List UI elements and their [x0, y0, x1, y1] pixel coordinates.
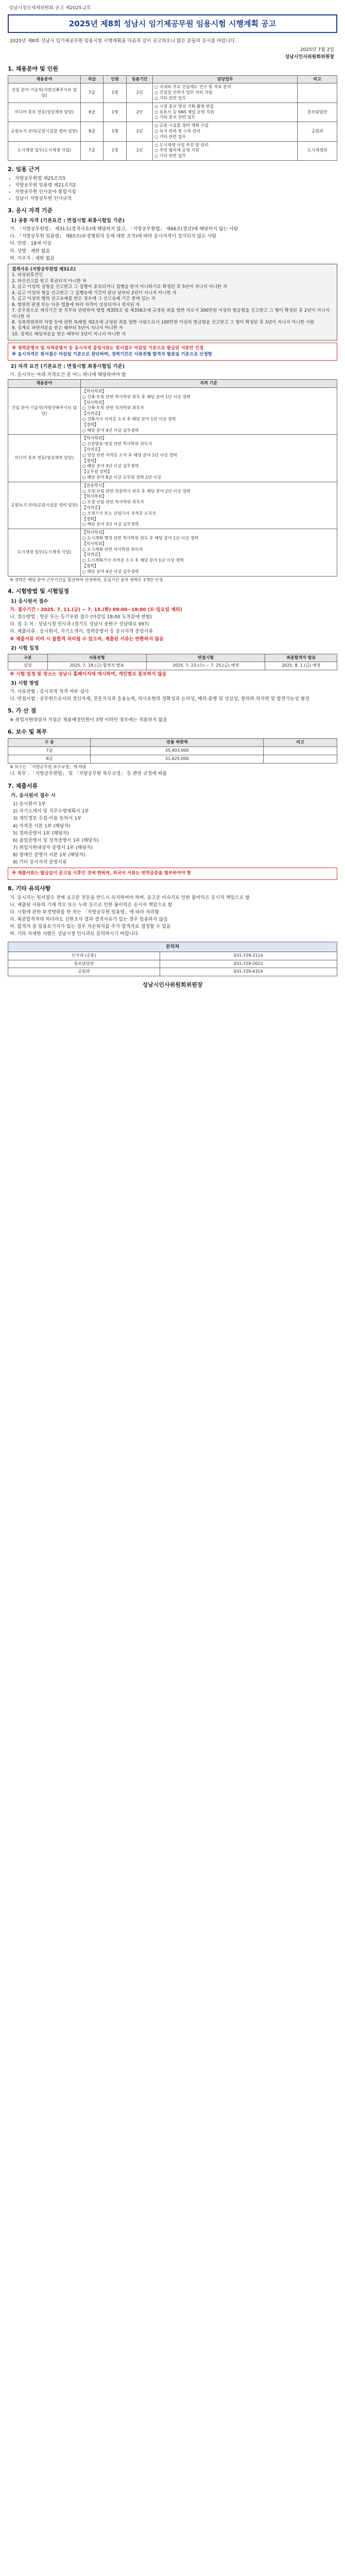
- th-grade: 직급: [80, 75, 104, 83]
- notice-page: [8, 0, 337, 999]
- cell-grade: 8급: [8, 755, 91, 763]
- list-item: 나. 면접시험 : 공무원으로서의 정신자세, 전문지식과 응용능력, 의사표현의 정확성과 논리성, 예의·품행 및 성실성, 창의력·의지력 및 발전가능성 평정: [10, 697, 309, 702]
- cell-amount: 35,403,000: [91, 747, 264, 755]
- notice-date: 2025년 7월 2일: [300, 47, 334, 53]
- cell-period: 2년: [127, 83, 153, 103]
- section-1-title: 1. 채용분야 및 인원: [8, 65, 58, 72]
- bonus-text: ※ 취업지원대상자 가점은 채용예정인원이 3명 이하인 경우에는 적용하지 않음: [10, 718, 167, 723]
- list-item: 다. 접 수 처 : 성남시청 인사과 (경기도 성남시 중원구 성남대로 997): [10, 622, 149, 628]
- list-item: 가. 서류전형 : 응시자격 적격 여부 심사: [10, 689, 89, 695]
- schedule-note: ※ 시험 일정 및 장소는 성남시 홈페이지에 게시하며, 개인별로 통보하지 않음: [10, 672, 167, 677]
- basis-list: [15, 176, 337, 202]
- cell-duties: ○ 공원 시설물 정비 계획 수립 ○ 녹지 관리 및 수목 관리 ○ 기타 관련 업무: [153, 122, 298, 141]
- list-item: 마. 합격자 중 임용포기자가 있는 경우 차순위자를 추가 합격자로 결정할 수 있음: [10, 924, 171, 930]
- list-item: 3. 금고 이상의 실형을 선고받고 그 집행이 종료되거나 집행을 받지 아니하기로 확정된 후 5년이 지나지 아니한 자: [12, 284, 228, 290]
- list-item: 2. 파산선고를 받고 복권되지 아니한 자: [12, 278, 87, 284]
- subsection-method: 3) 시험 방법: [11, 681, 39, 687]
- note-line: ※ 경력증명서 및 자격증명서 등 응시자격 증빙서류는 원서접수 마감일 기준으로 발급된 서류만 인정: [12, 346, 204, 351]
- cell-period: 2년: [127, 122, 153, 141]
- cell-period: 2년: [127, 141, 153, 160]
- qualification-note: [8, 343, 337, 361]
- th-note: 비고: [298, 75, 337, 83]
- cell-dept: 홍보담당관: [8, 960, 160, 968]
- disqualification-box: [8, 264, 337, 341]
- req-table-header: [8, 380, 337, 388]
- pay-table: [8, 738, 337, 763]
- list-item: 5) 경력증명서 1부 (해당자): [13, 831, 69, 836]
- cell-amount: 31,625,000: [91, 755, 264, 763]
- contact-title: 문의처: [8, 942, 337, 952]
- cell-final: 2025. 8. 1.(금) 예정: [265, 662, 337, 670]
- cell-grade: 7급: [8, 747, 91, 755]
- table-row: [8, 122, 337, 141]
- cell-dept: 공원과: [8, 968, 160, 976]
- page-title: 2025년 제8회 성남시 임기제공무원 임용시험 시행계획 공고: [68, 19, 277, 29]
- cell-note: 공원과: [298, 122, 337, 141]
- th-field: 채용분야: [8, 75, 81, 83]
- note-line: ※ 응시자격은 원서접수 마감일 기준으로 판단하며, 경력기간은 서류전형 합격자 발표일 기준으로 산정함: [12, 351, 212, 357]
- table-row: [8, 435, 337, 482]
- cell-duties: ○ 시정 홍보 영상 기획·촬영·편집 ○ 유튜브 등 SNS 채널 운영 지원 ○ 기타 홍보 관련 업무: [153, 103, 298, 122]
- list-item: 가. 「지방공무원법」 제31조(결격사유)에 해당하지 않고, 「지방공무원법」 제66조(정년)에 해당하지 않는 사람: [10, 227, 238, 232]
- cell-grade: 7급: [80, 141, 104, 160]
- cell-doc: 2025. 7. 18.(금) 합격자 발표: [47, 662, 146, 670]
- section-3-title: 3. 응시 자격 기준: [8, 207, 53, 214]
- table-row: [8, 388, 337, 435]
- table-row: [8, 960, 337, 968]
- subsection-schedule: 2) 시험 일정: [11, 645, 39, 651]
- cell-duties: ○ 국내외 주요 건설제도 연구 및 자료 분석 ○ 건설업 인허가 업무 처리 지원 ○ 기타 관련 업무: [153, 83, 298, 103]
- section-8-title: 8. 기타 유의사항: [8, 885, 51, 892]
- table-row: [8, 747, 337, 755]
- th-pay-note: 비고: [264, 739, 337, 747]
- cell-phone: 031-729-4314: [160, 968, 337, 976]
- list-item: 라. 최종합격자라 하더라도 신원조사 결과 결격사유가 있는 경우 임용하지 않음: [10, 917, 168, 923]
- contact-table: [8, 952, 337, 976]
- list-item: 6. 법원의 판결 또는 다른 법률에 따라 자격이 상실되거나 정지된 자: [12, 302, 140, 308]
- section-7-title: 7. 제출서류: [8, 782, 38, 789]
- table-row: [8, 662, 337, 670]
- th-sched-label: 구분: [8, 654, 48, 662]
- cell-grade: 7급: [80, 83, 104, 103]
- disq-title: 결격사유 (지방공무원법 제31조): [12, 266, 76, 272]
- cell-note: [264, 755, 337, 763]
- table-row: [8, 952, 337, 960]
- list-item: 8. 성폭력범죄의 처벌 등에 관한 특례법 제2조에 규정된 죄를 범한 사람으로서 100만원 이상의 벌금형을 선고받고 그 형이 확정된 후 3년이 지나지 아니한 사람: [12, 320, 315, 325]
- section-4-title: 4. 시험방법 및 시험일정: [8, 588, 69, 595]
- cell-field: 미디어 홍보 전문(영상제작 담당): [8, 435, 81, 482]
- cell-dept: 인사과 (공통): [8, 952, 160, 960]
- th-period: 임용기간: [127, 75, 153, 83]
- list-item: 10. 징계로 해임처분을 받은 때부터 3년이 지나지 아니한 자: [12, 331, 126, 337]
- list-item: 3) 개인정보 수집·이용 동의서 1부: [13, 816, 82, 822]
- cell-req: 【전문학사】 ○ 조경·산림 관련 전문학사 취득 후 해당 분야 2년 이상 경력 【학사학위】 ○ 조경·산림 관련 학사학위 취득자 【자격증】 ○ 조경기사 또는 산림기사 자격증 소지자 【경력】 ○ 해당 분야 3년 이상 실무경력: [80, 482, 337, 529]
- list-item: 6) 졸업증명서 및 성적증명서 1부 (해당자): [13, 838, 99, 843]
- list-item: 4. 금고 이상의 형을 선고받고 그 집행유예 기간이 끝난 날부터 2년이 지나지 아니한 자: [12, 290, 177, 296]
- list-item: 가. 접수기간 : 2025. 7. 11.(금) ~ 7. 15.(화) 09:00~18:00 (토·일요일 제외): [10, 607, 182, 613]
- list-item: 라. 제출서류 : 응시원서, 자기소개서, 경력증명서 등 응시자격 증빙서류: [10, 629, 153, 635]
- section-5-title: 5. 가 산 점: [8, 707, 37, 715]
- cell-field: 미디어 홍보 전문(영상제작 담당): [8, 103, 81, 122]
- table-row: [8, 103, 337, 122]
- list-item: 1. 피성년후견인: [12, 273, 43, 278]
- cell-count: 1명: [104, 103, 127, 122]
- footer-issuer: 성남시인사위원회위원장: [142, 981, 203, 989]
- cell-field: 공원녹지 관리(공원시설물 정비 담당): [8, 482, 81, 529]
- cell-note: 도시재생과: [298, 141, 337, 160]
- list-item: 7) 취업지원대상자 증명서 1부 (해당자): [13, 845, 93, 851]
- list-item: • 지방공무원 인사분야 통합지침: [15, 189, 337, 195]
- warning-text: ※ 제출서류 미비 시 불합격 처리될 수 있으며, 제출된 서류는 반환하지 않음: [10, 636, 164, 642]
- list-item: 라. 성별 : 제한 없음: [10, 248, 50, 254]
- cell-grade: 8급: [80, 103, 104, 122]
- cell-field: 건설 분야 기술직(지방건축주사보 담당): [8, 388, 81, 435]
- recruit-table-header: [8, 75, 337, 83]
- th-count: 인원: [104, 75, 127, 83]
- duty-text: 나. 복무 : 「지방공무원법」 및 「지방공무원 복무규정」 등 관련 규정에 따름: [10, 771, 167, 777]
- list-item: 바. 기타 자세한 사항은 성남시청 인사과로 문의하시기 바랍니다.: [10, 931, 140, 937]
- cell-period: 2년: [127, 103, 153, 122]
- list-item: 8) 장애인 증명서 사본 1부 (해당자): [13, 853, 85, 858]
- th-pay-amount: 연봉 하한액: [91, 739, 264, 747]
- cell-count: 1명: [104, 83, 127, 103]
- issuer: 성남시인사위원회위원장: [285, 54, 334, 60]
- cell-grade: 8급: [80, 122, 104, 141]
- list-item: 다. 시험에 관한 부정행위를 한 자는 「지방공무원 임용령」에 따라 처리함: [10, 910, 160, 916]
- title-box: [8, 14, 337, 33]
- docs-warning-box: [8, 868, 337, 879]
- cell-iv: 2025. 7. 23.(수) ~ 7. 25.(금) 예정: [146, 662, 265, 670]
- cell-phone: 031-729-2022: [160, 960, 337, 968]
- req-intro: 가. 응시자는 아래 자격요건 중 어느 하나에 해당하여야 함: [10, 372, 126, 378]
- cell-phone: 031-729-2114: [160, 952, 337, 960]
- th-pay-grade: 구 분: [8, 739, 91, 747]
- pay-header: [8, 739, 337, 747]
- cell-note: [264, 747, 337, 755]
- cell-note: 홍보담당관: [298, 103, 337, 122]
- th-req: 자격 기준: [80, 380, 337, 388]
- pay-note: ※ 보수는 「지방공무원 보수규정」에 따름: [10, 764, 87, 769]
- table-row: [8, 482, 337, 529]
- requirements-table: [8, 379, 337, 576]
- docs-warning: ※ 제출서류는 발급일이 공고일 이후인 것에 한하며, 외국어 서류는 번역공증을 첨부하여야 함: [12, 871, 191, 876]
- list-item: 나. 「지방공무원 임용령」 제65조(부정행위자 등에 대한 조치)에 따라 응시자격이 정지되지 않은 사람: [10, 234, 217, 240]
- section-6-title: 6. 보수 및 복무: [8, 728, 47, 736]
- cell-field: 도시재생 업무(도시재생 사업): [8, 529, 81, 576]
- cell-field: 공원녹지 관리(공원시설물 정비 담당): [8, 122, 81, 141]
- recruit-table: [8, 75, 337, 161]
- list-item: 나. 제출된 서류의 기재 착오 또는 누락 등으로 인한 불이익은 응시자 책임으로 함: [10, 902, 173, 908]
- th-sched-doc: 서류전형: [47, 654, 146, 662]
- list-item: 9) 기타 응시자격 증빙서류: [13, 860, 67, 866]
- list-item: 7. 공무원으로 재직기간 중 직무와 관련하여 형법 제355조 및 제356조에 규정된 죄를 범한 자로서 300만원 이상의 벌금형을 선고받고 그 형이 확정된 후 2년이 지나지 아니한 자: [12, 308, 330, 319]
- th-req-field: 채용분야: [8, 380, 81, 388]
- table-row: [8, 83, 337, 103]
- req-footnote: ※ 경력은 해당 분야 근무기간을 합산하여 산정하며, 동일기간 중복 경력은 1개만 인정: [10, 577, 163, 582]
- list-item: • 성남시 지방공무원 인사규칙: [15, 196, 337, 202]
- cell-label: 일정: [8, 662, 48, 670]
- cell-req: 【학사학위】 ○ 건축·토목 관련 학사학위 취득 후 해당 분야 1년 이상 경력 【석사학위】 ○ 건축·토목 관련 석사학위 취득자 【자격증】 ○ 건축기사 자격증 소지 후 해당 분야 1년 이상 경력 【경력】 ○ 해당 분야 4년 이상 실무경력: [80, 388, 337, 435]
- cell-field: 도시재생 업무(도시재생 사업): [8, 141, 81, 160]
- table-row: [8, 968, 337, 976]
- subsection-common: 1) 공통 자격 (기본요건 : 면접시험 최종시험일 기준): [11, 218, 125, 224]
- subsection-application: 1) 응시원서 접수: [11, 599, 48, 605]
- schedule-header: [8, 654, 337, 662]
- list-item: 다. 연령 : 18세 이상: [10, 241, 51, 247]
- list-item: • 지방공무원법 제25조의5: [15, 176, 337, 182]
- table-row: [8, 141, 337, 160]
- list-item: • 지방공무원 임용령 제21조의2: [15, 182, 337, 189]
- list-item: 2) 자기소개서 및 직무수행계획서 1부: [13, 809, 90, 815]
- notice-number: 성남시정신세계위원회 공고 제2025-2호: [9, 6, 91, 11]
- cell-field: 건설 분야 기술직(지방건축주사보 담당): [8, 83, 81, 103]
- th-duties: 담당업무: [153, 75, 298, 83]
- schedule-table: [8, 654, 337, 671]
- cell-count: 1명: [104, 141, 127, 160]
- th-sched-iv: 면접시험: [146, 654, 265, 662]
- table-row: [8, 529, 337, 576]
- list-item: 9. 징계로 파면처분을 받은 때부터 5년이 지나지 아니한 자: [12, 326, 123, 331]
- subsection-docs: 가. 응시원서 접수 시: [11, 793, 56, 799]
- cell-note: [298, 83, 337, 103]
- th-sched-final: 최종합격자 발표: [265, 654, 337, 662]
- list-item: 4) 자격증 사본 1부 (해당자): [13, 823, 71, 829]
- list-item: 마. 거주지 : 제한 없음: [10, 256, 55, 261]
- cell-count: 1명: [104, 122, 127, 141]
- table-row: [8, 755, 337, 763]
- intro-text: 2025년 제8회 성남시 임기제공무원 임용시험 시행계획을 다음과 같이 공고하오니 많은 분들의 응시를 바랍니다.: [10, 39, 236, 44]
- section-2-title: 2. 임용 근거: [8, 166, 40, 173]
- list-item: 5. 금고 이상의 형의 선고유예를 받은 경우에 그 선고유예 기간 중에 있는 자: [12, 296, 156, 302]
- cell-duties: ○ 도시재생 사업 추진 및 관리 ○ 주민 협의체 운영 지원 ○ 기타 관련 업무: [153, 141, 298, 160]
- list-item: 가. 응시자는 원서접수 전에 공고문 전문을 반드시 숙지하여야 하며, 공고문 미숙지로 인한 불이익은 응시자 책임으로 함: [10, 895, 250, 901]
- cell-req: 【학사학위】 ○ 신문방송·영상 관련 학사학위 취득자 【자격증】 ○ 영상 관련 자격증 소지 후 해당 분야 1년 이상 경력 【경력】 ○ 해당 분야 3년 이상 실무경력 【공무원 경력】 ○ 해당 분야 8급 이상 공무원 경력 2년 이상: [80, 435, 337, 482]
- cell-req: 【학사학위】 ○ 도시계획·행정 관련 학사학위 취득 후 해당 분야 1년 이상 경력 【석사학위】 ○ 도시계획 관련 석사학위 취득자 【자격증】 ○ 도시계획기사 자격증 소지 후 해당 분야 1년 이상 경력 【경력】 ○ 해당 분야 4년 이상 실무경력: [80, 529, 337, 576]
- list-item: 나. 접수방법 : 방문 또는 등기우편 접수 (마감일 18:00 도착분에 한함): [10, 615, 152, 620]
- subsection-requirements: 2) 자격 요건 (기본요건 : 면접시험 최종시험일 기준): [11, 364, 125, 370]
- list-item: 1) 응시원서 1부: [13, 802, 46, 807]
